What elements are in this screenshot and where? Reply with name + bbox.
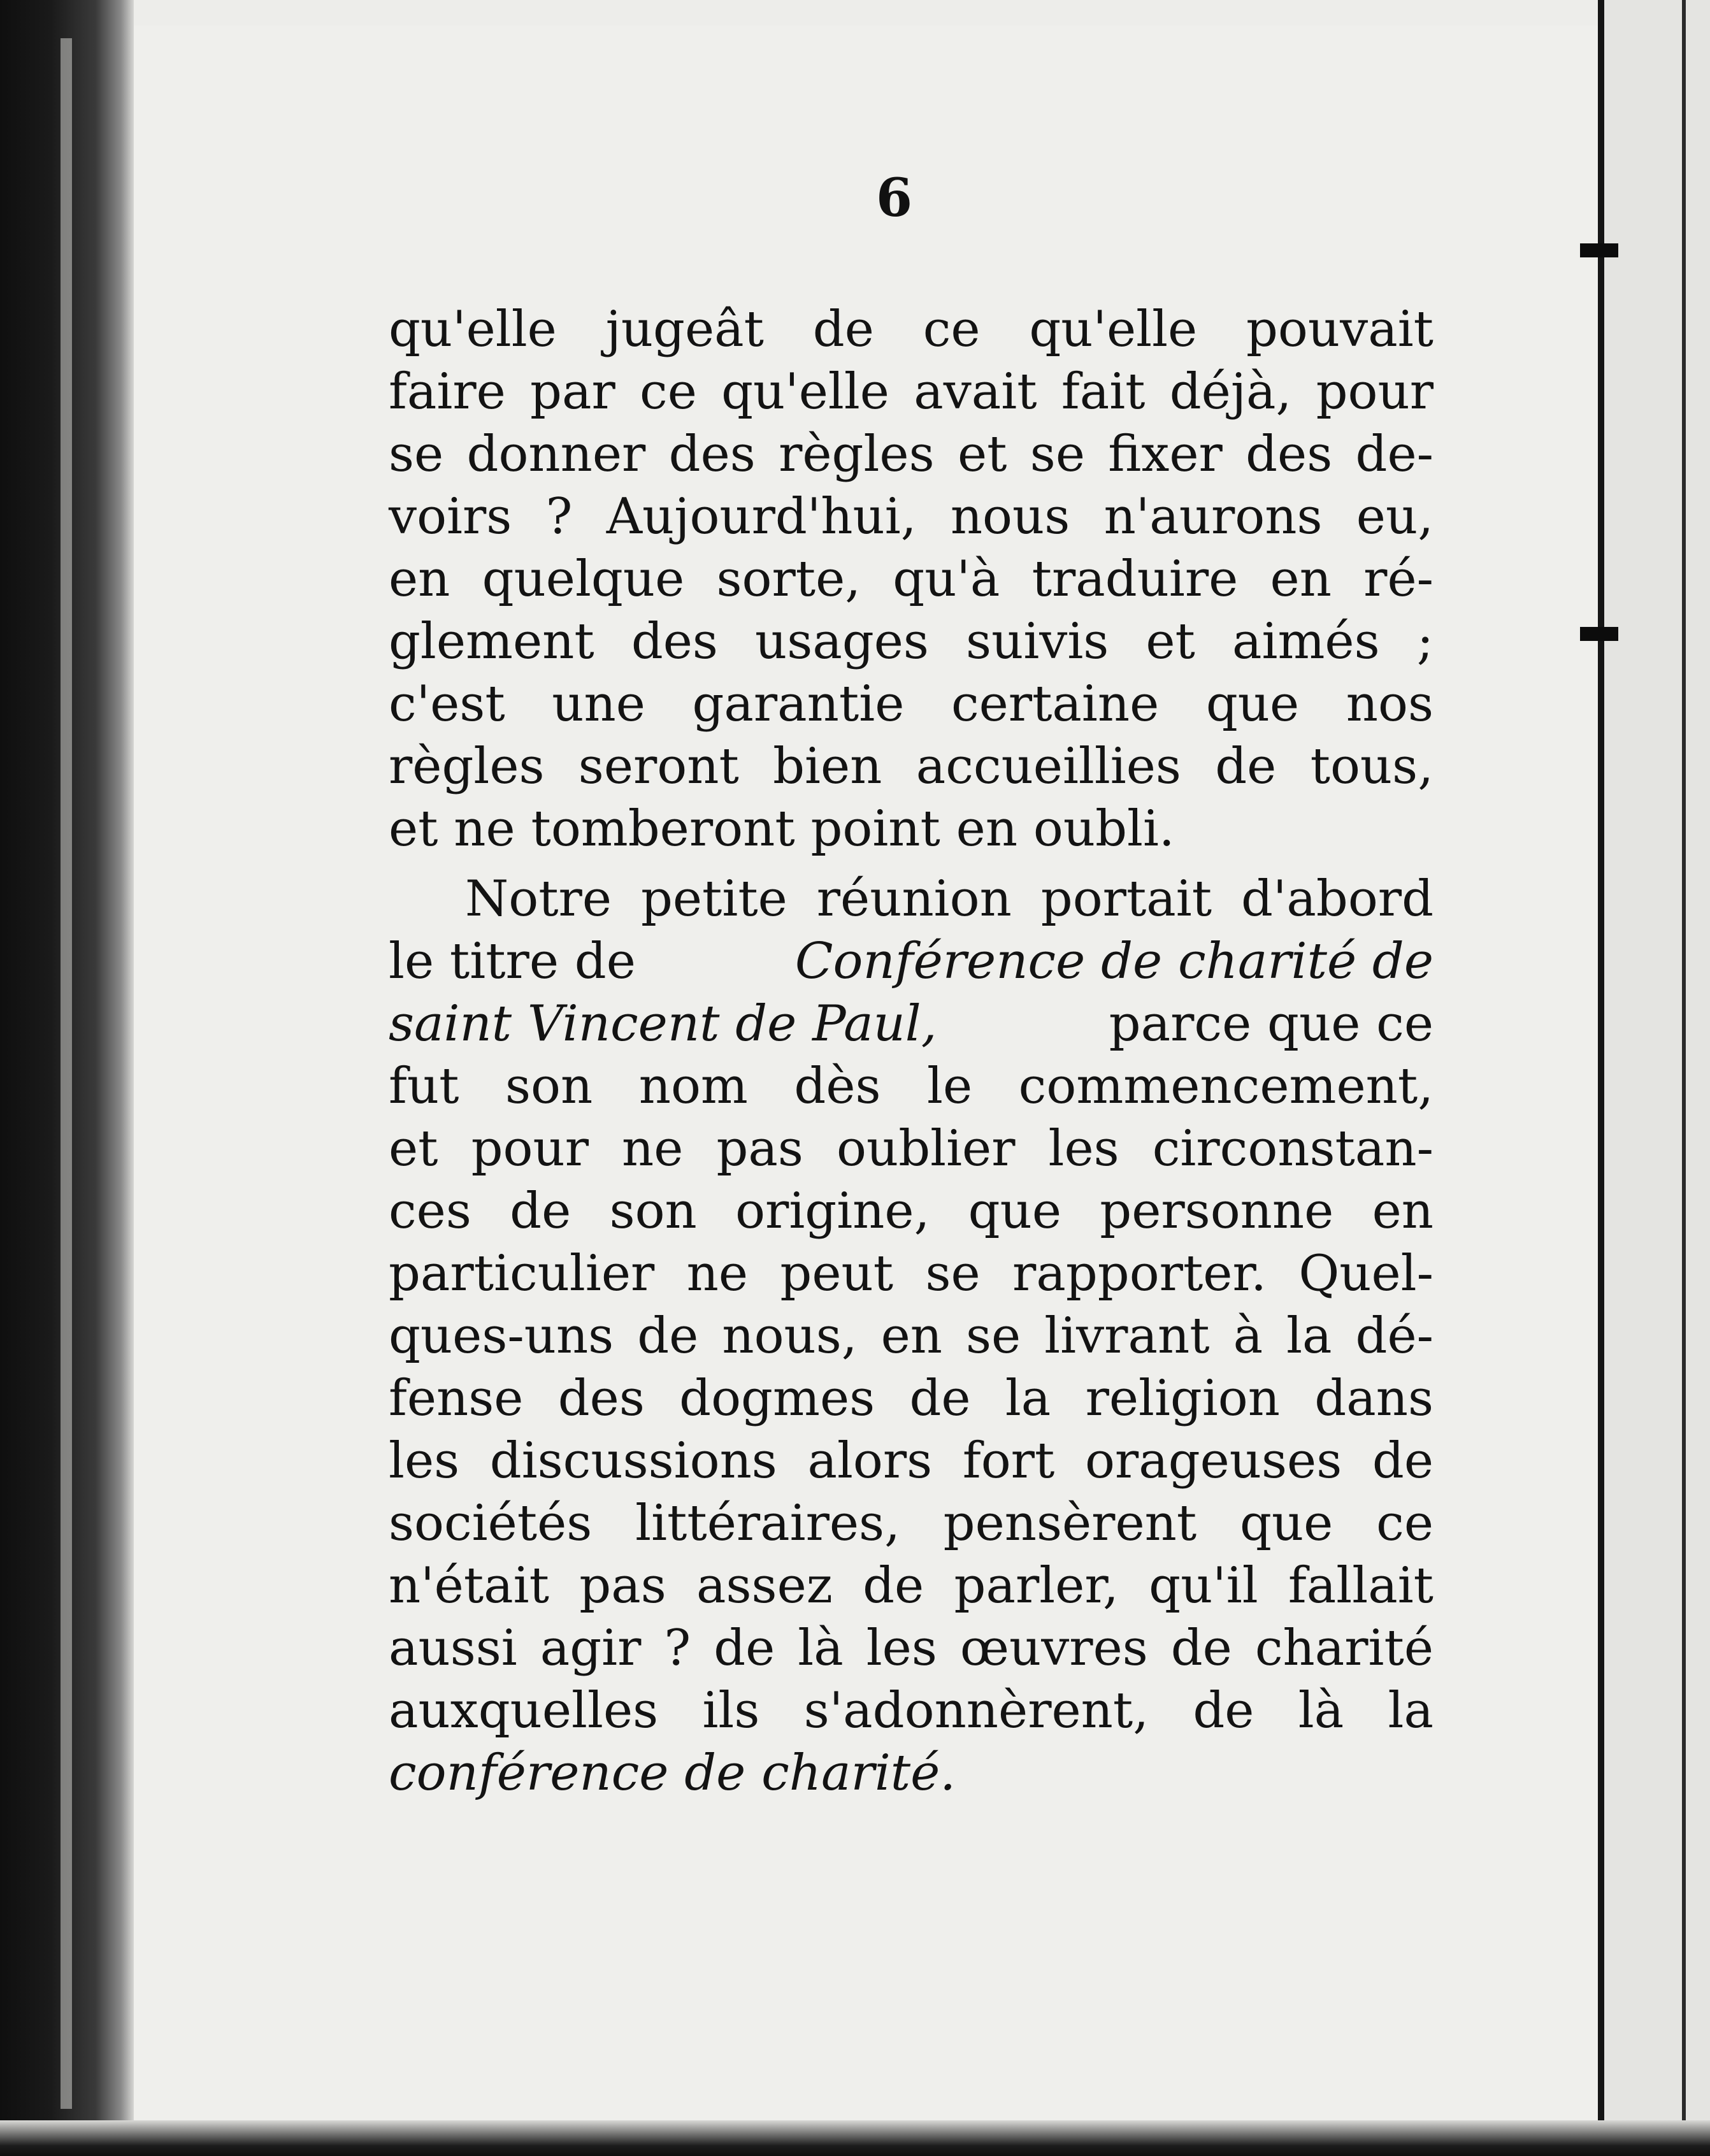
text-line: faire par ce qu'elle avait fait déjà, pour <box>389 363 1433 420</box>
text-line: ques-uns de nous, en se livrant à la dé- <box>389 1307 1433 1365</box>
text-segment: le titre de <box>389 933 636 990</box>
text-line: règles seront bien accueillies de tous, <box>389 738 1433 795</box>
binding-highlight <box>61 38 72 2109</box>
text-line: n'était pas assez de parler, qu'il fallait <box>389 1557 1433 1614</box>
text-line: et pour ne pas oublier les circonstan- <box>389 1120 1433 1177</box>
text-line-italic: conférence de charité. <box>389 1744 956 1802</box>
margin-tick-mark <box>1580 243 1618 257</box>
right-gutter-line <box>1682 0 1686 2156</box>
text-line: ces de son origine, que personne en <box>389 1182 1433 1240</box>
text-line: sociétés littéraires, pensèrent que ce <box>389 1495 1433 1552</box>
margin-tick-mark <box>1580 627 1618 641</box>
text-line: Notre petite réunion portait d'abord <box>465 870 1433 928</box>
text-line: voirs ? Aujourd'hui, nous n'aurons eu, <box>389 488 1433 545</box>
right-gutter <box>1604 0 1710 2156</box>
text-line: particulier ne peut se rapporter. Quel- <box>389 1245 1433 1302</box>
paragraph-gap <box>389 860 1433 868</box>
text-segment-italic: saint Vincent de Paul, <box>389 995 937 1053</box>
body-text <box>389 298 1433 1804</box>
text-line: auxquelles ils s'adonnèrent, de là la <box>389 1682 1433 1739</box>
text-line: c'est une garantie certaine que nos <box>389 675 1433 733</box>
bottom-edge <box>0 2120 1710 2156</box>
text-line-mixed <box>389 993 1433 1055</box>
text-line: en quelque sorte, qu'à traduire en ré- <box>389 550 1433 608</box>
text-line-mixed <box>389 930 1433 993</box>
text-line: et ne tomberont point en oubli. <box>389 800 1175 858</box>
left-binding-edge <box>0 0 134 2156</box>
text-line: glement des usages suivis et aimés ; <box>389 613 1433 670</box>
text-line: les discussions alors fort orageuses de <box>389 1432 1433 1490</box>
text-segment: parce que ce <box>1109 995 1433 1053</box>
text-line: fut son nom dès le commencement, <box>389 1058 1433 1115</box>
right-page-edge <box>1598 0 1604 2156</box>
text-line: se donner des règles et se fixer des de- <box>389 426 1433 483</box>
page-number: 6 <box>876 168 913 229</box>
text-line: qu'elle jugeât de ce qu'elle pouvait <box>389 301 1433 358</box>
text-segment-italic: Conférence de charité de <box>794 933 1433 990</box>
text-line: fense des dogmes de la religion dans <box>389 1370 1433 1427</box>
text-line: aussi agir ? de là les œuvres de charité <box>389 1620 1433 1677</box>
